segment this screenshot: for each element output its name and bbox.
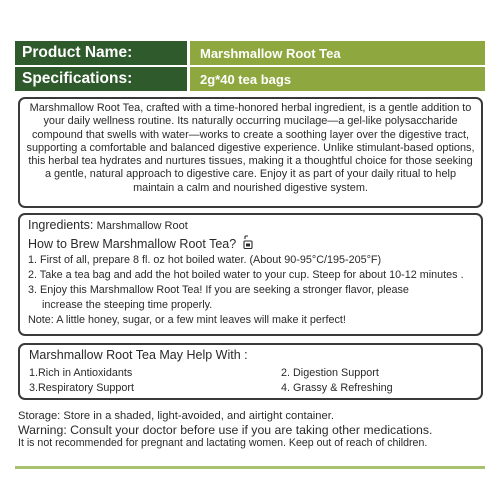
ingredients-value: Marshmallow Root (96, 220, 188, 232)
benefits-box (18, 343, 483, 400)
brew-title: How to Brew Marshmallow Root Tea? (28, 237, 237, 251)
warning-text-2: It is not recommended for pregnant and lactating women. Keep out of reach of children. (18, 437, 428, 449)
storage-warning-section (18, 410, 488, 451)
specifications-row (15, 67, 485, 91)
benefit-item: 2. Digestion Support (281, 367, 379, 379)
brew-note: Note: A little honey, sugar, or a few mint leaves will make it perfect! (28, 314, 346, 326)
tea-cup-icon (243, 235, 253, 249)
benefit-item: 1.Rich in Antioxidants (29, 367, 133, 379)
brew-title-line (28, 235, 473, 253)
description-box (18, 97, 483, 208)
benefit-item: 4. Grassy & Refreshing (281, 382, 393, 394)
benefit-item: 3.Respiratory Support (29, 382, 135, 394)
brew-step-3: 3. Enjoy this Marshmallow Root Tea! If you are seeking a stronger flavor, please (28, 284, 409, 296)
product-name-row (15, 41, 485, 65)
specifications-value: 2g*40 tea bags (190, 67, 485, 91)
specifications-label: Specifications: (15, 67, 187, 91)
storage-text: Storage: Store in a shaded, light-avoided, and airtight container. (18, 410, 334, 422)
warning-text: Warning: Consult your doctor before use if you are taking other medications. (18, 422, 433, 437)
brew-step-1: 1. First of all, prepare 8 fl. oz hot boiled water. (About 90-95°C/195-205°F) (28, 254, 382, 266)
ingredients-line (28, 217, 473, 235)
ingredients-label: Ingredients: (28, 218, 94, 232)
brew-step-3-continued: increase the steeping time properly. (42, 299, 213, 311)
benefits-title: Marshmallow Root Tea May Help With : (29, 348, 248, 362)
benefits-grid (29, 366, 472, 395)
product-name-label: Product Name: (15, 41, 187, 65)
product-name-value: Marshmallow Root Tea (190, 41, 485, 65)
description-text: Marshmallow Root Tea, crafted with a time-honored herbal ingredient, is a gentle addition to your daily wellness routine. Its naturally occurring mucilage—a gel-like polysaccharide compound that swells with water—works to create a soothing layer over the digestive tract, supporting a comfortable and balanced digestive experience. Unlike stimulant-based options, this herbal tea hydrates and nurtures tissues, making it a thoughtful choice for those seeking a gentle, natural approach to digestive care. Enjoy it as part of your daily ritual to help maintain a calm and nourished digestive system. (26, 102, 475, 194)
ingredients-box (18, 213, 483, 336)
bottom-accent-divider (15, 466, 485, 469)
brew-step-2: 2. Take a tea bag and add the hot boiled water to your cup. Steep for about 10-12 minutes . (28, 269, 464, 281)
